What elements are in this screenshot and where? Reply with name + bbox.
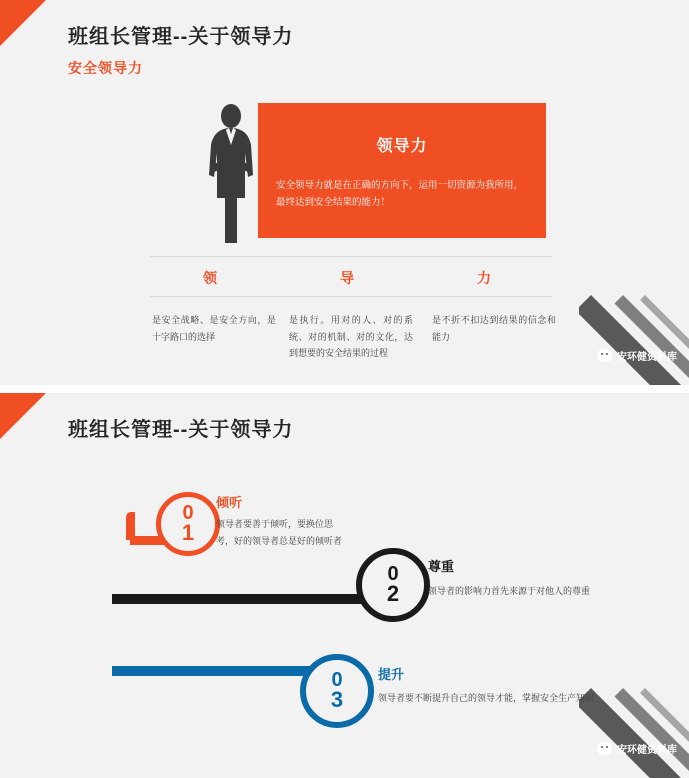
step-1-number-bottom: 1 bbox=[181, 520, 195, 546]
step-2-bar bbox=[112, 594, 374, 604]
column-head-1: 领 bbox=[203, 270, 217, 286]
column-body-3: 是不折不扣达到结果的信念和能力 bbox=[432, 315, 556, 342]
watermark-2 bbox=[597, 741, 677, 756]
step-3-number-top: 0 bbox=[331, 669, 343, 692]
step-3-text: 领导者要不断提升自己的领导才能，掌握安全生产知识 bbox=[378, 693, 595, 703]
corner-wedge-icon bbox=[0, 0, 46, 46]
leadership-card-body: 安全领导力就是在正确的方向下，运用一切资源为我所用，最终达到安全结果的能力！ bbox=[276, 180, 524, 208]
step-2-label: 尊重 bbox=[428, 559, 455, 574]
step-3-number-bottom: 3 bbox=[330, 687, 344, 713]
column-body-2: 是执行。用对的人、对的系统、对的机制、对的文化，达到想要的安全结果的过程 bbox=[289, 315, 413, 359]
step-2-ring bbox=[356, 548, 430, 622]
leadership-card-title: 领导力 bbox=[376, 138, 428, 155]
slide-gap bbox=[0, 385, 689, 393]
column-body-1: 是安全战略、是安全方向，是十字路口的选择 bbox=[152, 315, 276, 342]
corner-wedge-icon-2 bbox=[0, 393, 46, 439]
column-head-3: 力 bbox=[477, 270, 491, 286]
step-1-ring bbox=[156, 492, 220, 556]
businessman-silhouette-icon bbox=[200, 103, 262, 243]
watermark-text-2: 安环健资料库 bbox=[617, 745, 677, 756]
slide-1-subtitle: 安全领导力 bbox=[68, 60, 143, 76]
slide-1 bbox=[0, 0, 689, 385]
step-3-label: 提升 bbox=[378, 667, 405, 682]
step-1-text: 领导者要善于倾听，要换位思考，好的领导者总是好的倾听者 bbox=[216, 519, 343, 546]
step-2-number-top: 0 bbox=[387, 563, 399, 586]
wechat-icon-2 bbox=[597, 742, 612, 755]
step-3-ring bbox=[300, 654, 374, 728]
step-2-number-bottom: 2 bbox=[386, 581, 400, 607]
divider-bottom bbox=[150, 296, 552, 297]
slide-1-title: 班组长管理--关于领导力 bbox=[68, 26, 294, 48]
divider-top bbox=[150, 256, 552, 257]
step-3-bar bbox=[112, 666, 324, 676]
watermark-1 bbox=[597, 348, 677, 363]
step-1-label: 倾听 bbox=[216, 495, 243, 510]
step-1-number-top: 0 bbox=[182, 502, 194, 525]
wechat-icon bbox=[597, 349, 612, 362]
slide-2-title: 班组长管理--关于领导力 bbox=[68, 419, 294, 441]
leadership-definition-card bbox=[258, 103, 546, 238]
step-2-text: 领导者的影响力首先来源于对他人的尊重 bbox=[428, 586, 591, 596]
watermark-text: 安环健资料库 bbox=[617, 352, 677, 363]
column-head-2: 导 bbox=[340, 270, 354, 286]
corner-stripes-icon bbox=[579, 285, 689, 385]
